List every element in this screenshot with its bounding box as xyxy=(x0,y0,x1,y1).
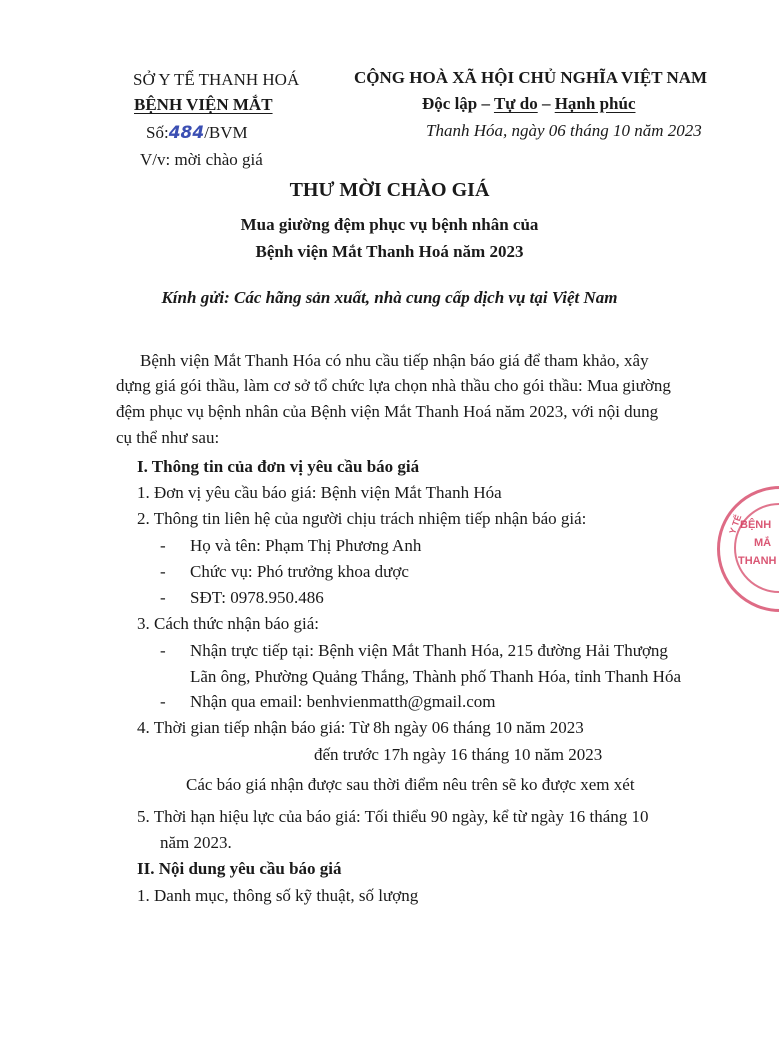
section-2-heading: II. Nội dung yêu cầu báo giá xyxy=(137,859,342,878)
section-1-item-5-cont: năm 2023. xyxy=(160,833,232,852)
national-motto xyxy=(422,93,636,114)
contact-phone xyxy=(160,587,324,608)
number-prefix: Số: xyxy=(146,123,169,142)
receive-direct xyxy=(160,640,668,661)
motto-part-3: Hạnh phúc xyxy=(554,94,636,113)
contact-name-text: Họ và tên: Phạm Thị Phương Anh xyxy=(190,536,422,555)
section-1-item-1: 1. Đơn vị yêu cầu báo giá: Bệnh viện Mắt Thanh Hóa xyxy=(137,483,502,502)
motto-sep-2: – xyxy=(537,94,555,113)
stamp-line-3: THANH xyxy=(738,555,777,567)
document-title: THƯ MỜI CHÀO GIÁ xyxy=(289,179,490,201)
stamp-line-2: MẮ xyxy=(754,537,772,549)
intro-line-3: đệm phục vụ bệnh nhân của Bệnh viện Mắt Thanh Hoá năm 2023, với nội dung xyxy=(116,402,659,421)
section-1-item-4: 4. Thời gian tiếp nhận báo giá: Từ 8h ngày 06 tháng 10 năm 2023 xyxy=(137,718,584,737)
contact-position xyxy=(160,561,409,582)
header-dept: SỞ Y TẾ THANH HOÁ xyxy=(133,70,300,89)
motto-sep-1: – xyxy=(477,94,494,113)
contact-name xyxy=(160,535,421,556)
dash-bullet: - xyxy=(160,641,166,660)
section-2-item-1: 1. Danh mục, thông số kỹ thuật, số lượng xyxy=(137,886,419,905)
section-1-heading: I. Thông tin của đơn vị yêu cầu báo giá xyxy=(137,457,420,476)
number-suffix: /BVM xyxy=(204,123,248,142)
contact-position-text: Chức vụ: Phó trưởng khoa dược xyxy=(190,562,409,581)
section-1-item-5: 5. Thời hạn hiệu lực của báo giá: Tối thiểu 90 ngày, kể từ ngày 16 tháng 10 xyxy=(137,807,649,826)
motto-part-2: Tự do xyxy=(493,94,538,113)
section-1-item-4-note: Các báo giá nhận được sau thời điểm nêu trên sẽ ko được xem xét xyxy=(186,775,635,794)
section-1-item-2: 2. Thông tin liên hệ của người chịu trách nhiệm tiếp nhận báo giá: xyxy=(137,509,587,528)
receive-email xyxy=(160,691,496,712)
intro-line-4: cụ thể như sau: xyxy=(116,428,220,447)
motto-part-1: Độc lập xyxy=(422,94,478,113)
receive-direct-text: Nhận trực tiếp tại: Bệnh viện Mắt Thanh Hóa, 215 đường Hải Thượng xyxy=(190,641,668,660)
document-number xyxy=(146,122,248,144)
title-subline-1: Mua giường đệm phục vụ bệnh nhân của xyxy=(240,215,539,234)
dash-bullet: - xyxy=(160,692,166,711)
red-seal-stamp xyxy=(717,486,779,612)
dash-bullet: - xyxy=(160,588,166,607)
section-1-item-4-cont: đến trước 17h ngày 16 tháng 10 năm 2023 xyxy=(314,745,603,764)
intro-line-2: dựng giá gói thầu, làm cơ sở tổ chức lựa chọn nhà thầu cho gói thầu: Mua giường xyxy=(116,376,671,395)
handwritten-number: 484 xyxy=(168,123,205,143)
section-1-item-3: 3. Cách thức nhận báo giá: xyxy=(137,614,319,633)
stamp-line-1: BỆNH xyxy=(740,519,772,531)
greeting: Kính gửi: Các hãng sản xuất, nhà cung cấp dịch vụ tại Việt Nam xyxy=(161,288,618,307)
receive-email-text: Nhận qua email: benhvienmatth@gmail.com xyxy=(190,692,496,711)
dash-bullet: - xyxy=(160,536,166,555)
contact-phone-text: SĐT: 0978.950.486 xyxy=(190,588,324,607)
dash-bullet: - xyxy=(160,562,166,581)
place-date: Thanh Hóa, ngày 06 tháng 10 năm 2023 xyxy=(426,121,702,140)
title-subline-2: Bệnh viện Mắt Thanh Hoá năm 2023 xyxy=(255,242,524,261)
header-hospital: BỆNH VIỆN MẮT xyxy=(134,95,273,114)
subject-line: V/v: mời chào giá xyxy=(140,150,263,169)
intro-line-1: Bệnh viện Mắt Thanh Hóa có nhu cầu tiếp nhận báo giá để tham khảo, xây xyxy=(140,351,649,370)
nation-title: CỘNG HOÀ XÃ HỘI CHỦ NGHĨA VIỆT NAM xyxy=(354,68,708,87)
receive-direct-cont: Lãn ông, Phường Quảng Thắng, Thành phố Thanh Hóa, tỉnh Thanh Hóa xyxy=(190,667,681,686)
stamp-rim-text: Y TẾ xyxy=(727,513,744,536)
